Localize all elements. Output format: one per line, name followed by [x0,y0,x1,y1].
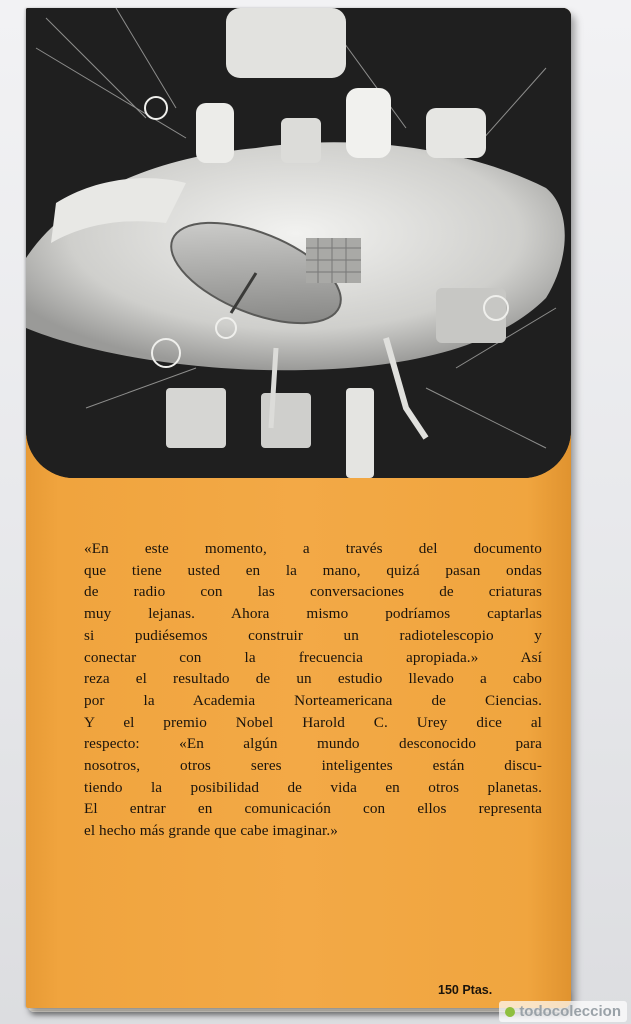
back-cover-blurb [84,538,542,842]
blurb-line: por la Academia Norteamericana de Ciencias. [84,691,542,709]
watermark-logo-icon [505,1007,515,1017]
blurb-line: respecto: «En algún mundo desconocido para [84,735,542,753]
blurb-line: si pudiésemos construir un radiotelescopio y [84,626,542,644]
blurb-line: nosotros, otros seres inteligentes están discu- [84,757,542,775]
blurb-line: de radio con las conversaciones de criaturas [84,583,542,601]
blurb-line: que tiene usted en la mano, quizá pasan ondas [84,561,542,579]
blurb-line: muy lejanas. Ahora mismo podríamos captarlas [84,605,542,623]
blurb-line: Y el premio Nobel Harold C. Urey dice al [84,713,542,731]
spacecraft-illustration [26,8,571,478]
price-label: 150 Ptas. [438,983,493,997]
blurb-line: conectar con la frecuencia apropiada.» Así [84,648,542,666]
watermark-text: todocoleccion [519,1003,621,1020]
site-watermark [499,1001,627,1022]
blurb-line: el hecho más grande que cabe imaginar.» [84,822,338,840]
blurb-line: El entrar en comunicación con ellos representa [84,800,542,818]
blurb-line: «En este momento, a través del documento [84,540,542,557]
blurb-line: tiendo la posibilidad de vida en otros planetas. [84,778,542,796]
spacecraft-photo [26,8,571,478]
blurb-line: reza el resultado de un estudio llevado a cabo [84,670,542,688]
book-back-cover [26,8,571,1008]
